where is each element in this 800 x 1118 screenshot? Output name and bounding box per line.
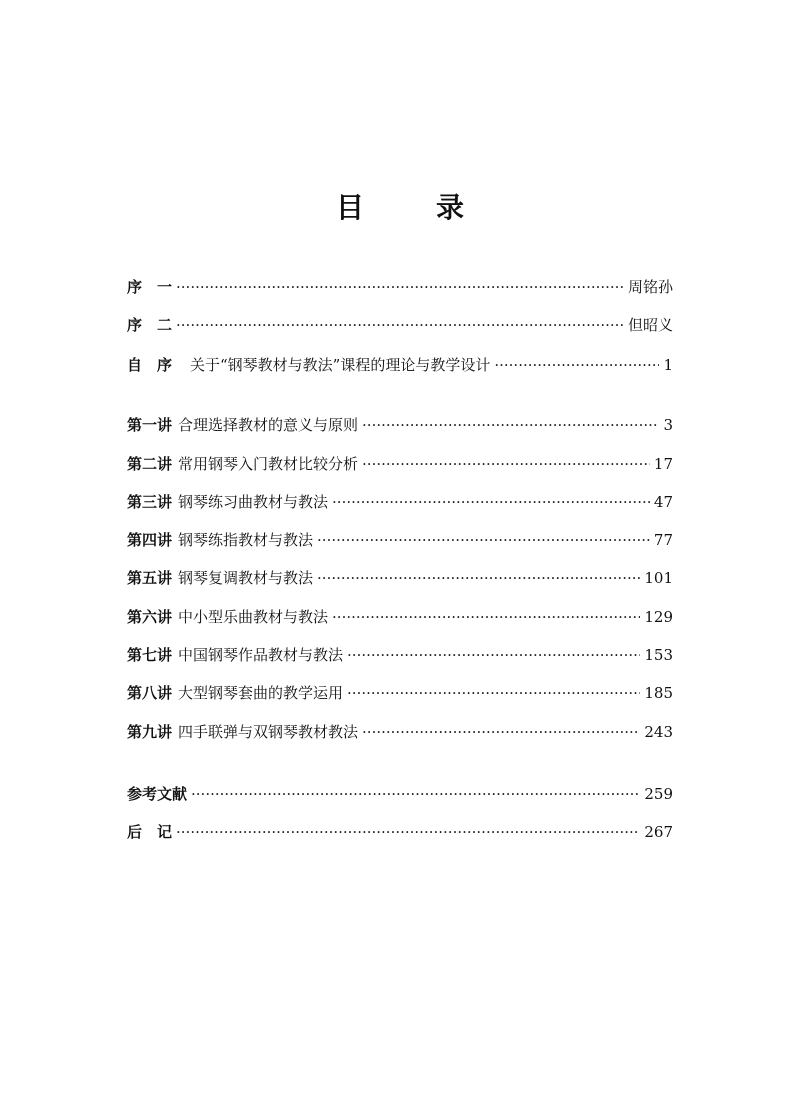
toc-title: 钢琴练指教材与教法 (178, 531, 314, 549)
toc-entry-preface-1[interactable] (127, 276, 673, 298)
dot-leader (176, 276, 624, 298)
toc-entry-references[interactable] (127, 783, 673, 805)
toc-page-number: 77 (653, 531, 673, 549)
toc-label: 后 记 (127, 823, 173, 841)
toc-label: 第七讲 (127, 646, 173, 664)
toc-page-number: 185 (644, 684, 673, 702)
toc-title: 合理选择教材的意义与原则 (178, 416, 359, 434)
toc-label: 参考文献 (127, 785, 188, 803)
dot-leader (362, 414, 659, 436)
dot-leader (494, 354, 659, 376)
toc-entry-lecture-1[interactable] (127, 414, 673, 436)
toc-title: 常用钢琴入门教材比较分析 (178, 455, 359, 473)
toc-page-number: 243 (644, 723, 673, 741)
dot-leader (362, 721, 640, 743)
dot-leader (317, 529, 650, 551)
toc-entry-lecture-9[interactable] (127, 721, 673, 743)
toc-page-number: 1 (663, 356, 673, 374)
toc-entry-lecture-8[interactable] (127, 682, 673, 704)
toc-page-number: 101 (644, 569, 673, 587)
toc-title: 中国钢琴作品教材与教法 (178, 646, 344, 664)
dot-leader (317, 567, 640, 589)
toc-label: 自 序 (127, 356, 173, 374)
toc-page-number: 259 (644, 785, 673, 803)
toc-entry-afterword[interactable] (127, 821, 673, 843)
toc-page-number: 129 (644, 608, 673, 626)
toc-page-number: 17 (653, 455, 673, 473)
dot-leader (191, 783, 640, 805)
dot-leader (332, 606, 640, 628)
dot-leader (176, 821, 640, 843)
toc-title: 中小型乐曲教材与教法 (178, 608, 329, 626)
toc-title: 关于“钢琴教材与教法”课程的理论与教学设计 (190, 356, 491, 374)
toc-title: 大型钢琴套曲的教学运用 (178, 684, 344, 702)
toc-label: 第八讲 (127, 684, 173, 702)
toc-entry-lecture-2[interactable] (127, 453, 673, 475)
dot-leader (176, 314, 624, 336)
toc-label: 第三讲 (127, 493, 173, 511)
toc-page-number: 47 (653, 493, 673, 511)
page-title: 目 录 (335, 191, 486, 224)
toc-entry-lecture-6[interactable] (127, 606, 673, 628)
toc-entry-author-preface[interactable] (127, 354, 673, 376)
toc-entry-lecture-3[interactable] (127, 491, 673, 513)
dot-leader (362, 453, 650, 475)
toc-label: 第九讲 (127, 723, 173, 741)
toc-page-number: 153 (644, 646, 673, 664)
toc-title: 四手联弹与双钢琴教材教法 (178, 723, 359, 741)
dot-leader (347, 682, 640, 704)
toc-title: 钢琴复调教材与教法 (178, 569, 314, 587)
toc-label: 第六讲 (127, 608, 173, 626)
dot-leader (347, 644, 640, 666)
toc-author: 但昭义 (627, 316, 673, 334)
toc-author: 周铭孙 (627, 278, 673, 296)
toc-title: 钢琴练习曲教材与教法 (178, 493, 329, 511)
toc-label: 第二讲 (127, 455, 173, 473)
toc-page-number: 267 (644, 823, 673, 841)
toc-label: 第一讲 (127, 416, 173, 434)
toc-entry-lecture-7[interactable] (127, 644, 673, 666)
toc-entry-lecture-4[interactable] (127, 529, 673, 551)
toc-label: 序 一 (127, 278, 173, 296)
dot-leader (332, 491, 650, 513)
toc-entry-lecture-5[interactable] (127, 567, 673, 589)
toc-label: 第四讲 (127, 531, 173, 549)
toc-entry-preface-2[interactable] (127, 314, 673, 336)
toc-label: 序 二 (127, 316, 173, 334)
toc-label: 第五讲 (127, 569, 173, 587)
toc-page-number: 3 (663, 416, 673, 434)
